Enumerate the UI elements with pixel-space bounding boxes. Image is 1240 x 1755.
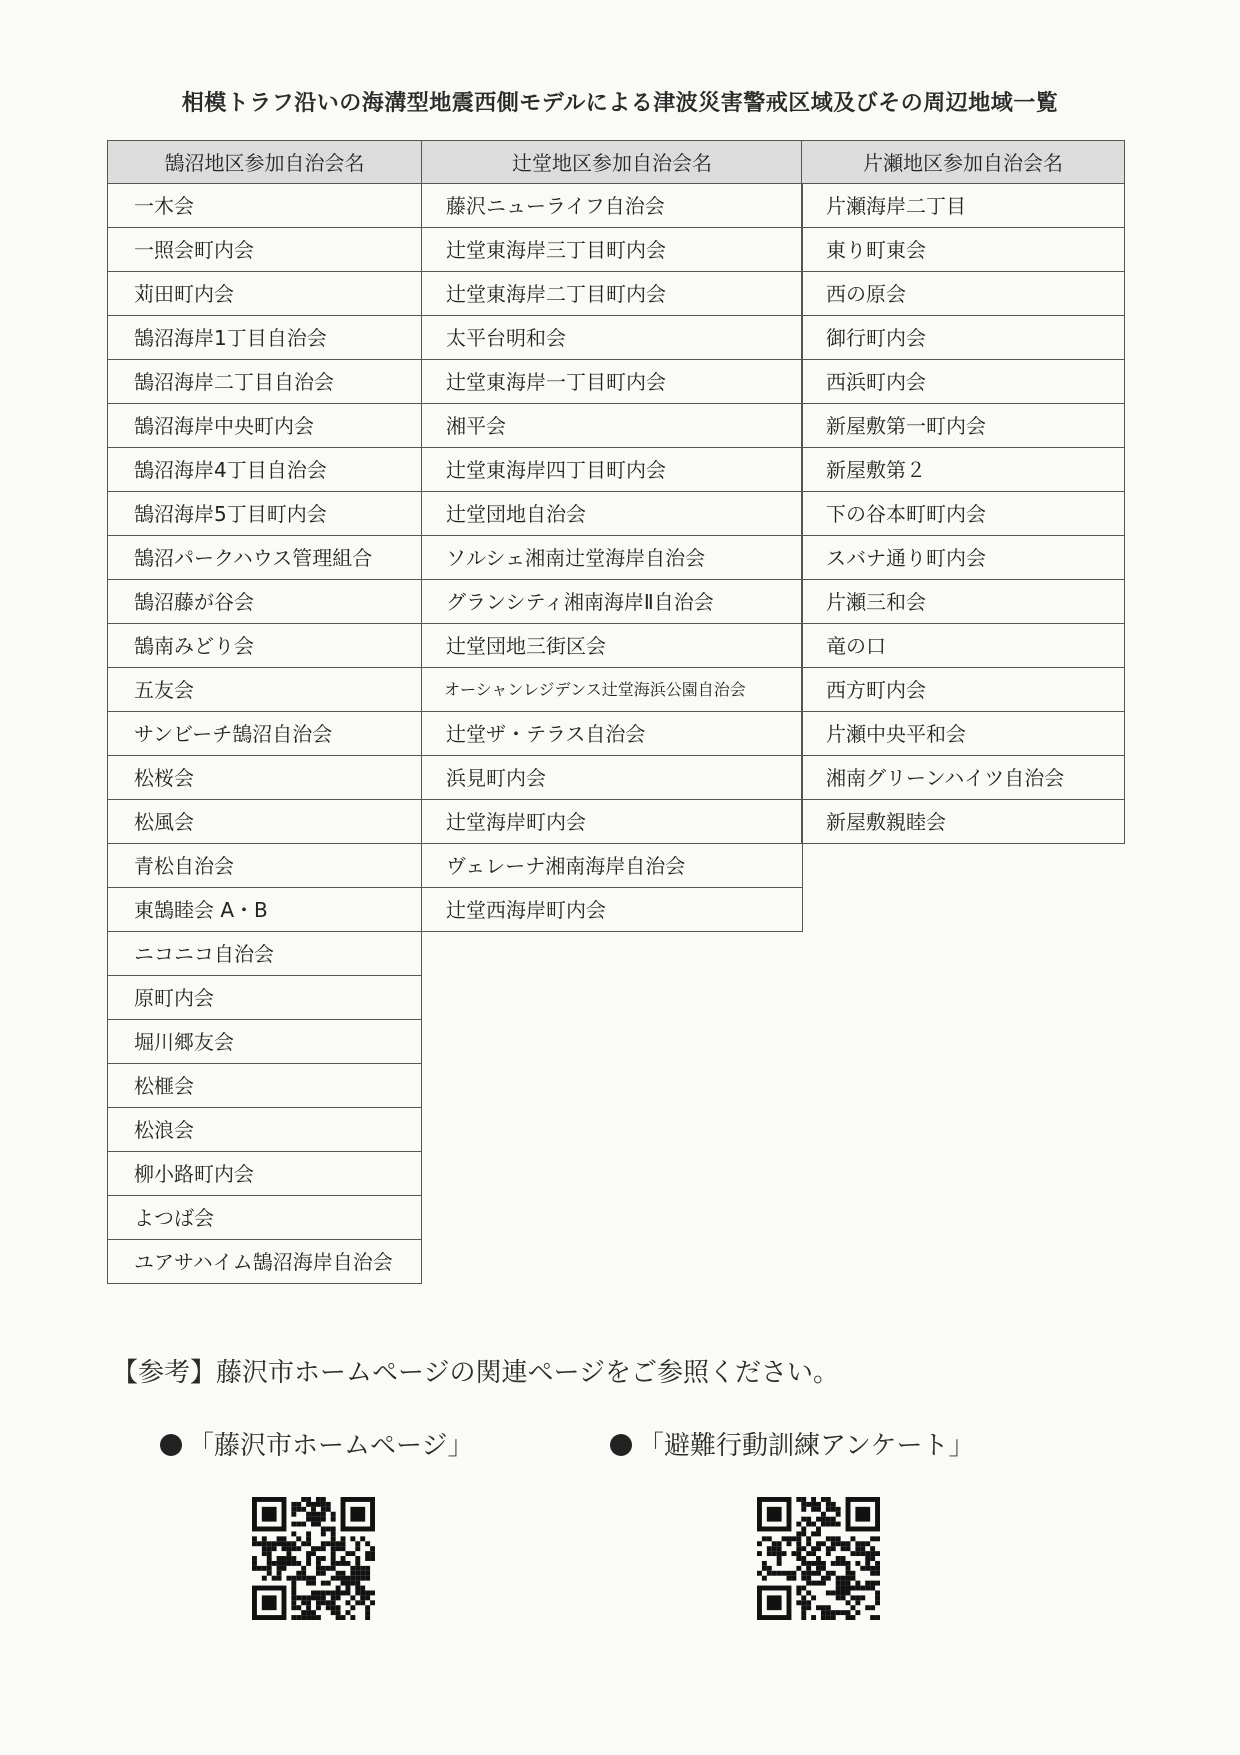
column-header: 鵠沼地区参加自治会名 — [108, 140, 421, 184]
table-cell: 鵠沼パークハウス管理組合 — [108, 536, 421, 580]
table-cell: 鵠沼海岸5丁目町内会 — [108, 492, 421, 536]
table-cell: 西の原会 — [802, 272, 1124, 316]
table-cell: 竜の口 — [802, 624, 1124, 668]
table-cell: 東り町東会 — [802, 228, 1124, 272]
table-cell: 湘南グリーンハイツ自治会 — [802, 756, 1124, 800]
column-header: 片瀬地区参加自治会名 — [802, 140, 1124, 184]
table-cell: 鵠沼海岸1丁目自治会 — [108, 316, 421, 360]
table-cell: 新屋敷第一町内会 — [802, 404, 1124, 448]
table-cell: 片瀬中央平和会 — [802, 712, 1124, 756]
table-cell: 五友会 — [108, 668, 421, 712]
column-header: 辻堂地区参加自治会名 — [422, 140, 802, 184]
link-evacuation-survey[interactable] — [610, 1425, 974, 1462]
table-cell: 御行町内会 — [802, 316, 1124, 360]
table-cell: グランシティ湘南海岸Ⅱ自治会 — [422, 580, 802, 624]
table-cell: 苅田町内会 — [108, 272, 421, 316]
table-cell: ヴェレーナ湘南海岸自治会 — [422, 844, 802, 888]
table-cell: 鵠沼藤が谷会 — [108, 580, 421, 624]
table-cell: 藤沢ニューライフ自治会 — [422, 184, 802, 228]
table-cell: サンビーチ鵠沼自治会 — [108, 712, 421, 756]
table-cell: 新屋敷第２ — [802, 448, 1124, 492]
table-cell: オーシャンレジデンス辻堂海浜公園自治会 — [422, 668, 802, 712]
bullet-icon — [160, 1434, 182, 1456]
table-cell: 堀川郷友会 — [108, 1020, 421, 1064]
table-cell: 辻堂団地三街区会 — [422, 624, 802, 668]
link-city-homepage[interactable] — [160, 1425, 473, 1462]
table-column-tsujido — [421, 140, 803, 932]
table-cell: 辻堂東海岸二丁目町内会 — [422, 272, 802, 316]
table-cell: 太平台明和会 — [422, 316, 802, 360]
table-cell: 松桜会 — [108, 756, 421, 800]
bullet-icon — [610, 1434, 632, 1456]
table-cell: 辻堂東海岸一丁目町内会 — [422, 360, 802, 404]
table-cell: 下の谷本町町内会 — [802, 492, 1124, 536]
table-cell: 浜見町内会 — [422, 756, 802, 800]
table-cell: 西浜町内会 — [802, 360, 1124, 404]
table-cell: 松風会 — [108, 800, 421, 844]
table-cell: 原町内会 — [108, 976, 421, 1020]
table-cell: 柳小路町内会 — [108, 1152, 421, 1196]
reference-note: 【参考】藤沢市ホームページの関連ページをご参照ください。 — [112, 1358, 839, 1388]
table-cell: 西方町内会 — [802, 668, 1124, 712]
table-cell: 辻堂団地自治会 — [422, 492, 802, 536]
table-cell: 辻堂西海岸町内会 — [422, 888, 802, 932]
table-cell: 鵠南みどり会 — [108, 624, 421, 668]
table-cell: 鵠沼海岸中央町内会 — [108, 404, 421, 448]
table-cell: 一木会 — [108, 184, 421, 228]
table-cell: 辻堂東海岸四丁目町内会 — [422, 448, 802, 492]
qr-code-icon[interactable] — [757, 1497, 880, 1620]
table-cell: 片瀬海岸二丁目 — [802, 184, 1124, 228]
table-cell: 新屋敷親睦会 — [802, 800, 1124, 844]
table-column-kugenuma — [107, 140, 422, 1284]
link-label: 「藤沢市ホームページ」 — [188, 1431, 474, 1461]
table-cell: 松榧会 — [108, 1064, 421, 1108]
table-cell: 鵠沼海岸二丁目自治会 — [108, 360, 421, 404]
table-cell: よつば会 — [108, 1196, 421, 1240]
table-cell: ニコニコ自治会 — [108, 932, 421, 976]
table-cell: 辻堂海岸町内会 — [422, 800, 802, 844]
table-cell: 松浪会 — [108, 1108, 421, 1152]
table-column-katase — [801, 140, 1125, 844]
link-label: 「避難行動訓練アンケート」 — [638, 1431, 975, 1461]
table-cell: ユアサハイム鵠沼海岸自治会 — [108, 1240, 421, 1284]
table-cell: 辻堂ザ・テラス自治会 — [422, 712, 802, 756]
table-cell: 東鵠睦会 A・B — [108, 888, 421, 932]
table-cell: 青松自治会 — [108, 844, 421, 888]
table-cell: 片瀬三和会 — [802, 580, 1124, 624]
table-cell: 湘平会 — [422, 404, 802, 448]
document-title: 相模トラフ沿いの海溝型地震西側モデルによる津波災害警戒区域及びその周辺地域一覧 — [181, 91, 1059, 116]
table-cell: ソルシェ湘南辻堂海岸自治会 — [422, 536, 802, 580]
table-cell: 辻堂東海岸三丁目町内会 — [422, 228, 802, 272]
qr-code-icon[interactable] — [252, 1497, 375, 1620]
table-cell: 一照会町内会 — [108, 228, 421, 272]
table-cell: 鵠沼海岸4丁目自治会 — [108, 448, 421, 492]
table-cell: スバナ通り町内会 — [802, 536, 1124, 580]
